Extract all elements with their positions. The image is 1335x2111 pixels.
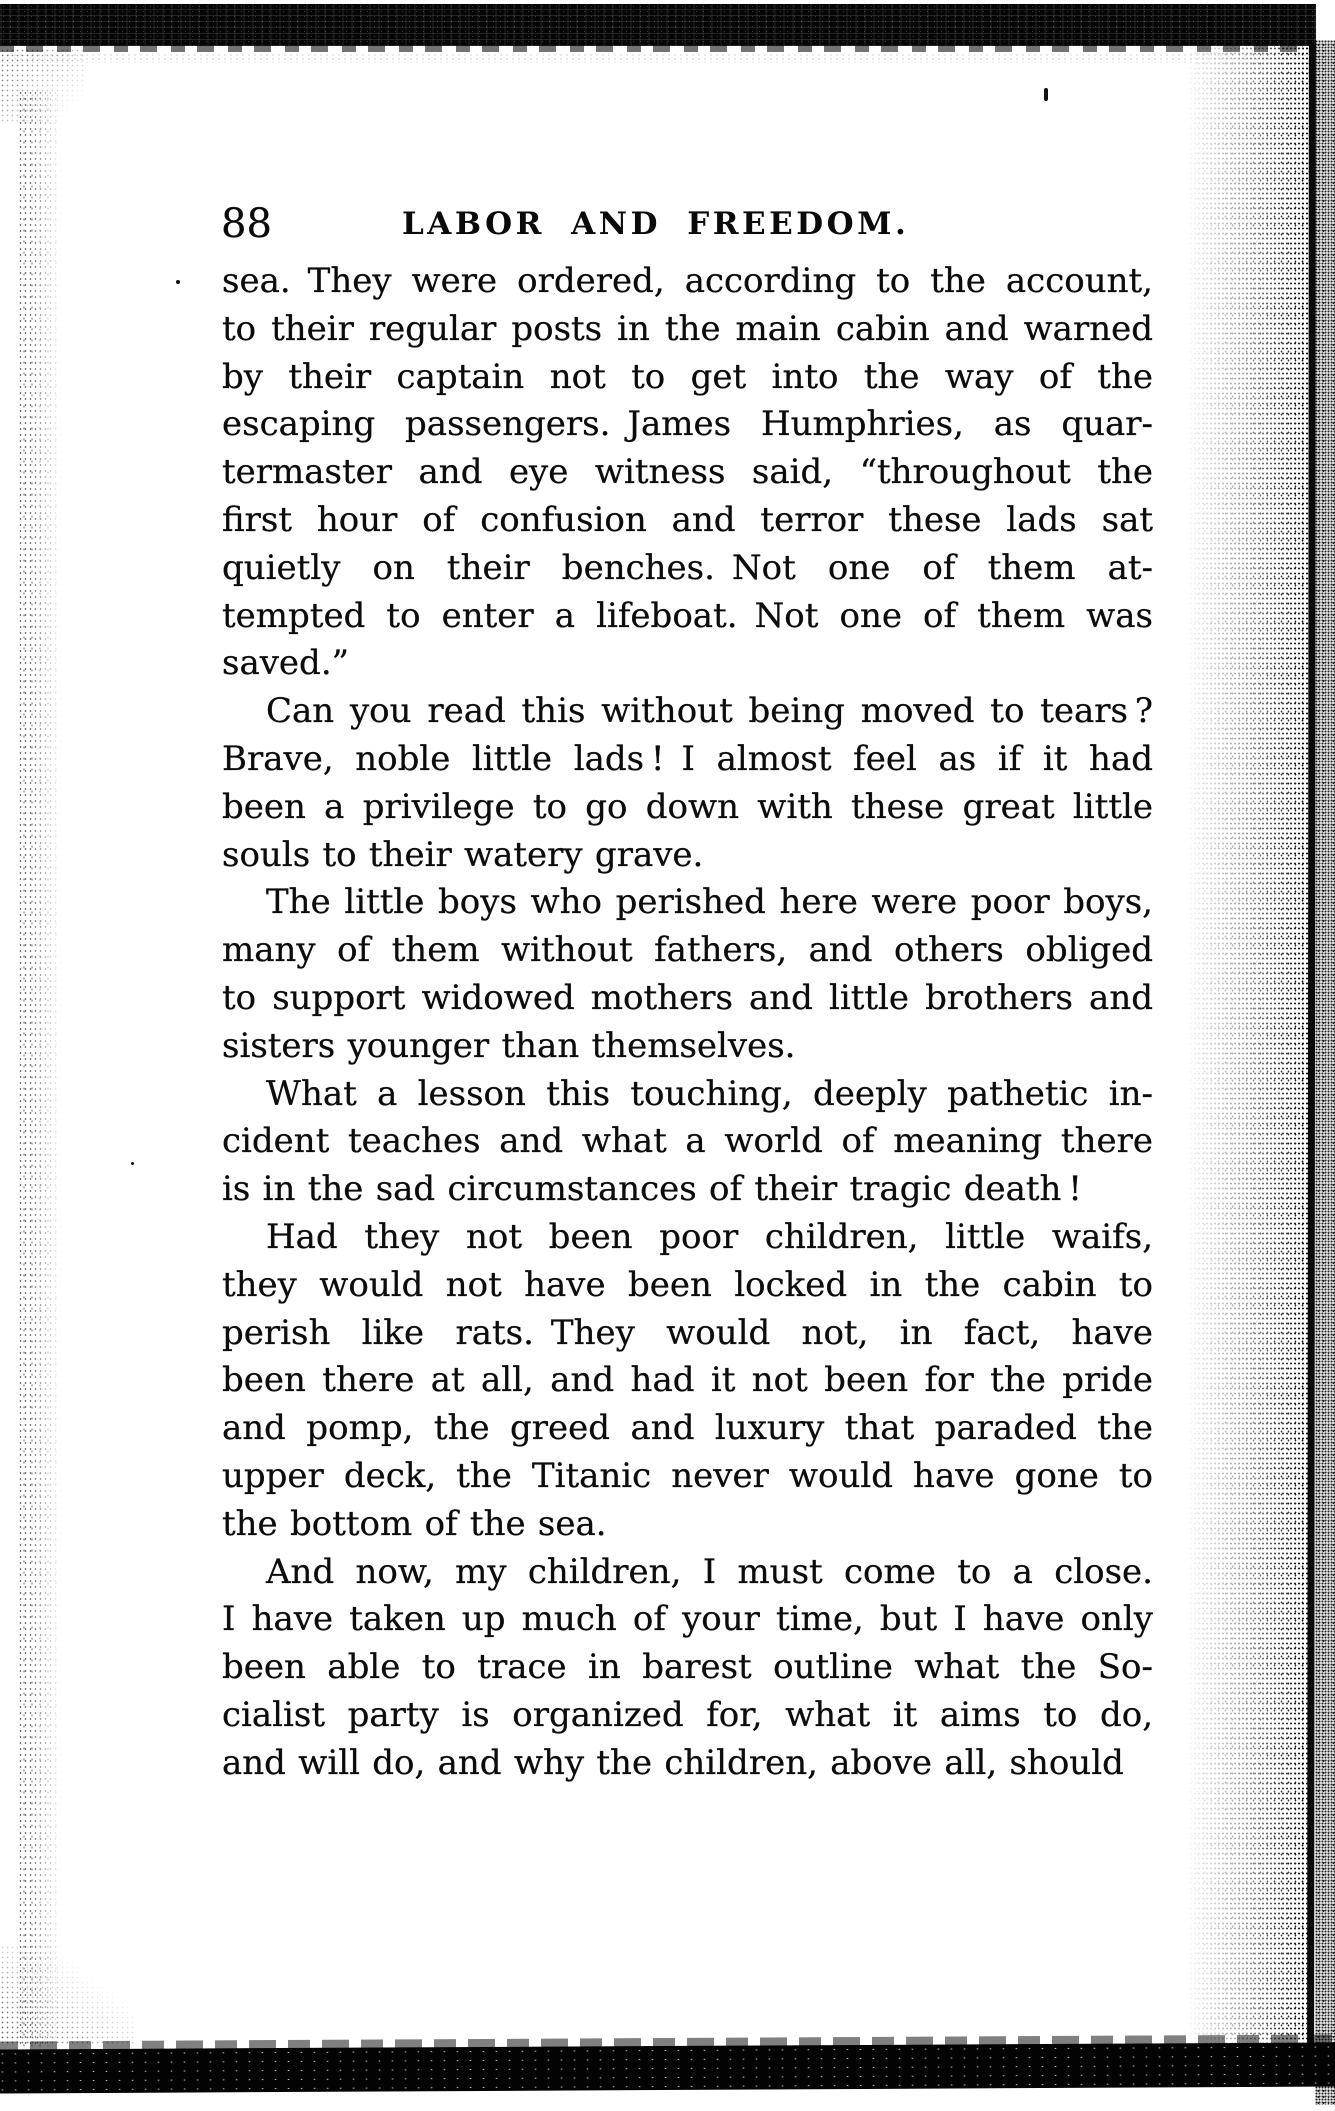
text-line: souls to their watery grave. [222, 834, 704, 875]
text-line: and pomp, the greed and luxury that paraded the [222, 1408, 1153, 1449]
page-number: 88 [221, 201, 272, 247]
text-line: What a lesson this touching, deeply pathetic in- [266, 1073, 1153, 1114]
body-text [222, 258, 1153, 1788]
text-line: Can you read this without being moved to tears ? [266, 691, 1153, 732]
text-line: upper deck, the Titanic never would have gone to [222, 1455, 1153, 1496]
text-line: been a privilege to go down with these great little [222, 786, 1153, 827]
running-header: LABOR AND FREEDOM. [402, 206, 910, 242]
ink-speck [131, 1162, 134, 1165]
scan-bottom-left-stipple [0, 1945, 135, 2045]
scan-bottom-band [0, 2034, 1335, 2097]
page-gutter-shadow [1185, 46, 1309, 2046]
scan-right-edge-noise [1315, 40, 1335, 2105]
text-line: is in the sad circumstances of their tragic death ! [222, 1169, 1082, 1210]
scan-top-band-speckle [0, 53, 1316, 63]
text-line: and will do, and why the children, above all, should [222, 1742, 1124, 1783]
text-line: been there at all, and had it not been for the pride [222, 1360, 1153, 1401]
scan-left-edge-noise [18, 90, 64, 2048]
text-line: The little boys who perished here were poor boys, [266, 882, 1153, 923]
text-line: termaster and eye witness said, “throughout the [222, 452, 1153, 493]
text-line: to support widowed mothers and little brothers and [222, 977, 1153, 1018]
scan-top-band-ragged-edge [0, 45, 1316, 52]
text-line: I have taken up much of your time, but I have only [222, 1599, 1153, 1640]
text-line: by their captain not to get into the way of the [222, 356, 1153, 397]
text-line: many of them without fathers, and others obliged [222, 930, 1153, 971]
text-line: Had they not been poor children, little waifs, [266, 1216, 1153, 1257]
text-line: they would not have been locked in the cabin to [222, 1264, 1153, 1305]
text-line: escaping passengers. James Humphries, as quar- [222, 404, 1153, 445]
ink-speck [176, 280, 180, 284]
text-line: been able to trace in barest outline what the So- [222, 1647, 1153, 1688]
text-line: Brave, noble little lads ! I almost feel as if it had [222, 738, 1153, 779]
text-line: cident teaches and what a world of meaning there [222, 1121, 1153, 1162]
scan-bottom-band-fill [0, 2042, 1335, 2093]
text-line: to their regular posts in the main cabin and warned [222, 308, 1153, 349]
text-line: And now, my children, I must come to a close. [266, 1551, 1153, 1592]
scan-top-band [0, 4, 1316, 46]
text-line: cialist party is organized for, what it aims to do, [222, 1694, 1153, 1735]
text-line: the bottom of the sea. [222, 1503, 607, 1544]
text-line: quietly on their benches. Not one of them at- [222, 547, 1153, 588]
ink-speck [1044, 88, 1048, 101]
text-line: first hour of confusion and terror these lads sat [222, 499, 1153, 540]
text-line: saved.” [222, 643, 350, 684]
text-line: perish like rats. They would not, in fact, have [222, 1312, 1153, 1353]
text-line: sisters younger than themselves. [222, 1025, 796, 1066]
text-line: sea. They were ordered, according to the account, [222, 261, 1153, 301]
text-line: tempted to enter a lifeboat. Not one of them was [222, 595, 1153, 636]
